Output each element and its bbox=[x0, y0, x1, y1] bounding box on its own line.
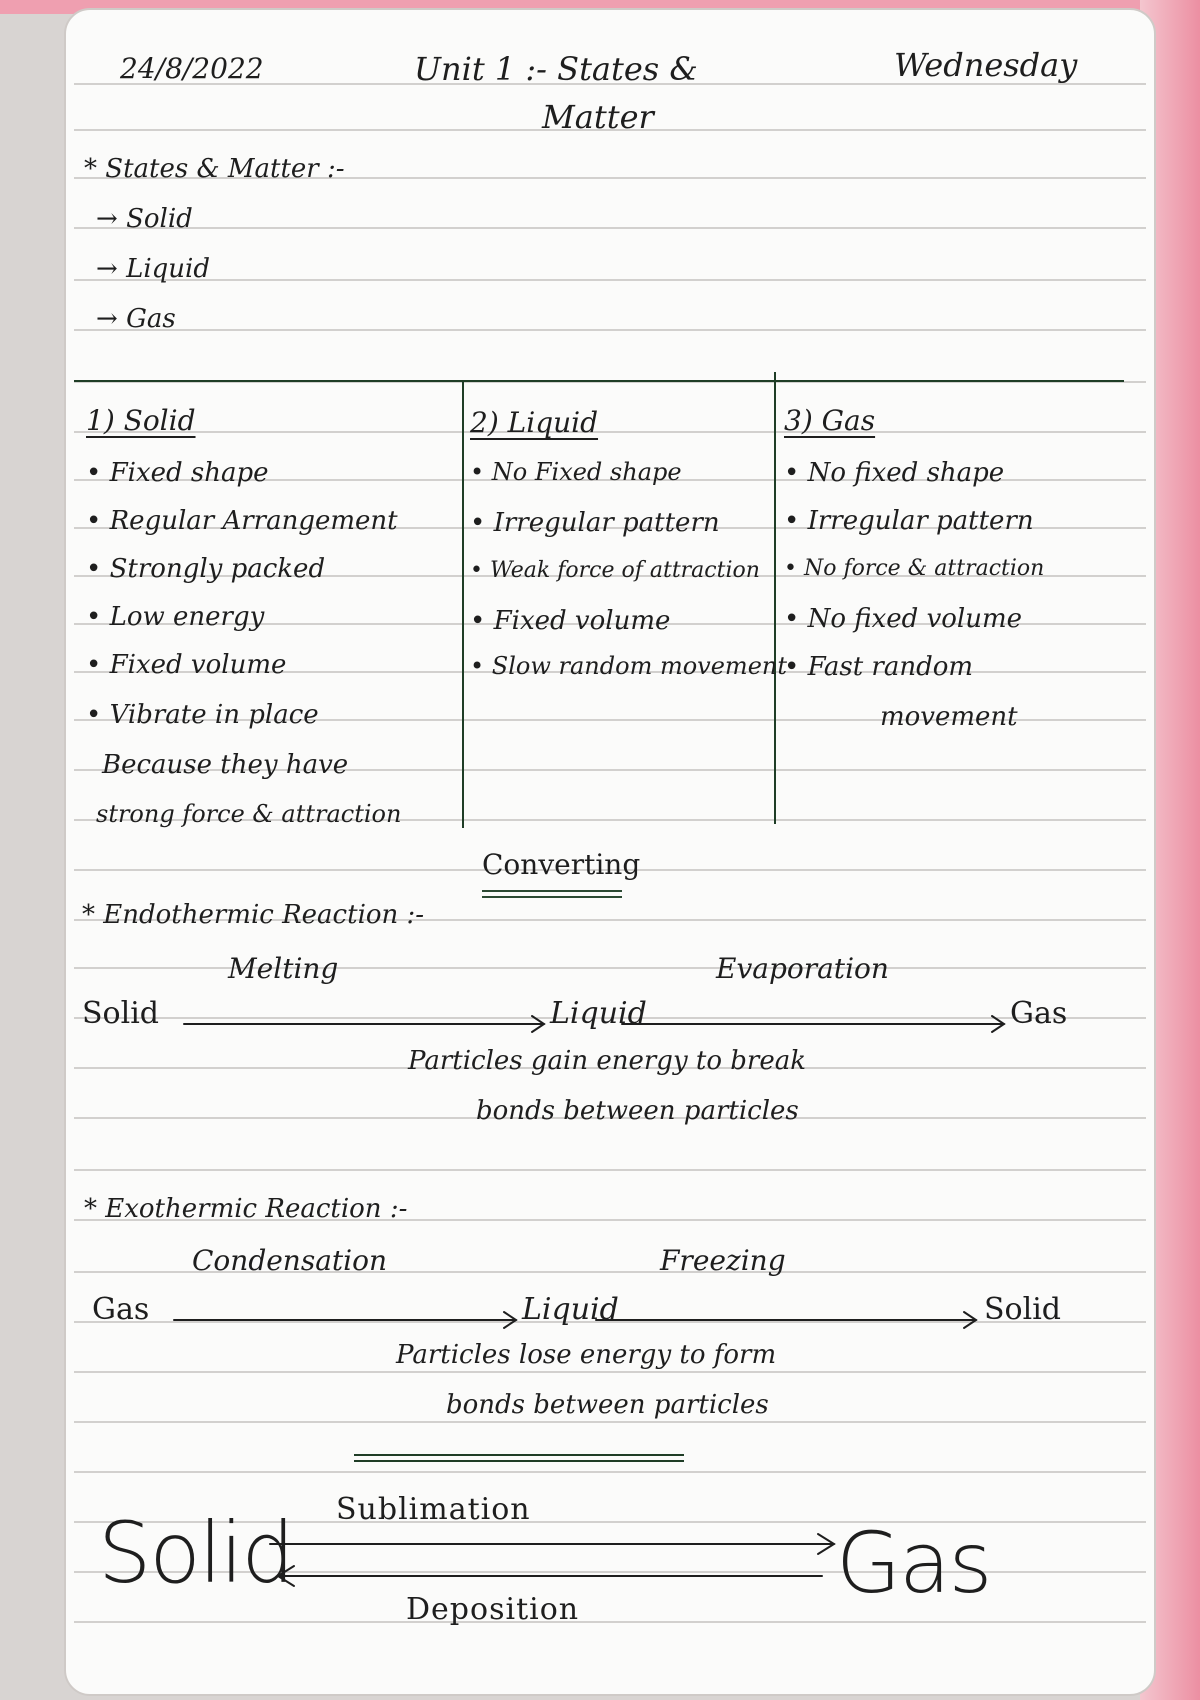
freezing-label: Freezing bbox=[660, 1244, 786, 1277]
solid-point: • Fixed volume bbox=[86, 650, 287, 680]
conversion-arrows bbox=[66, 10, 1154, 1694]
states-list-heading: * States & Matter :- bbox=[84, 154, 345, 184]
solid-point: • Regular Arrangement bbox=[86, 506, 398, 536]
states-list-item-label: Liquid bbox=[126, 254, 210, 284]
notebook-page bbox=[64, 8, 1156, 1696]
evaporation-label: Evaporation bbox=[716, 952, 889, 985]
day: Wednesday bbox=[894, 46, 1078, 84]
states-list-item: → Liquid bbox=[96, 254, 210, 284]
condensation-label: Condensation bbox=[192, 1244, 388, 1277]
liquid-column-heading: 2) Liquid bbox=[470, 406, 599, 439]
page-title-line2: Matter bbox=[542, 98, 654, 136]
liquid-point: • Fixed volume bbox=[470, 606, 671, 636]
page-title-line1: Unit 1 :- States & bbox=[414, 50, 698, 88]
endothermic-note-line2: bonds between particles bbox=[476, 1096, 799, 1126]
endothermic-note-line1: Particles gain energy to break bbox=[408, 1046, 806, 1076]
liquid-point: • Slow random movement bbox=[470, 652, 787, 680]
endothermic-heading: * Endothermic Reaction :- bbox=[82, 900, 425, 930]
exothermic-note-line1: Particles lose energy to form bbox=[396, 1340, 777, 1370]
gas-point: • No force & attraction bbox=[784, 556, 1045, 581]
converting-heading: Converting bbox=[482, 848, 641, 881]
states-list-item-label: Solid bbox=[126, 204, 193, 234]
gas-point-continuation: movement bbox=[880, 702, 1018, 732]
endothermic-to: Gas bbox=[1010, 996, 1068, 1031]
sublimation-solid: Solid bbox=[98, 1504, 293, 1602]
endothermic-from: Solid bbox=[82, 996, 160, 1031]
solid-note-line1: Because they have bbox=[102, 750, 349, 780]
states-list-item: → Solid bbox=[96, 204, 193, 234]
exothermic-middle: Liquid bbox=[522, 1292, 619, 1327]
solid-note-line2: strong force & attraction bbox=[96, 800, 402, 828]
gas-point: • Irregular pattern bbox=[784, 506, 1034, 536]
gas-point: • No fixed shape bbox=[784, 458, 1005, 488]
exothermic-note-line2: bonds between particles bbox=[446, 1390, 769, 1420]
liquid-point: • Weak force of attraction bbox=[470, 558, 760, 583]
states-list-item: → Gas bbox=[96, 304, 176, 334]
sublimation-gas: Gas bbox=[836, 1514, 991, 1612]
gas-column-heading: 3) Gas bbox=[784, 404, 876, 437]
liquid-point: • No Fixed shape bbox=[470, 458, 682, 486]
gas-point: • No fixed volume bbox=[784, 604, 1023, 634]
exothermic-from: Gas bbox=[92, 1292, 150, 1327]
solid-column-heading: 1) Solid bbox=[86, 404, 196, 437]
sublimation-label: Sublimation bbox=[336, 1492, 531, 1527]
states-list-item-label: Gas bbox=[126, 304, 176, 334]
solid-point: • Strongly packed bbox=[86, 554, 326, 584]
deposition-label: Deposition bbox=[406, 1592, 580, 1627]
solid-point: • Low energy bbox=[86, 602, 265, 632]
endothermic-middle: Liquid bbox=[550, 996, 647, 1031]
exothermic-to: Solid bbox=[984, 1292, 1062, 1327]
solid-point: • Vibrate in place bbox=[86, 700, 319, 730]
gas-point: • Fast random bbox=[784, 652, 974, 682]
liquid-point: • Irregular pattern bbox=[470, 508, 720, 538]
solid-point: • Fixed shape bbox=[86, 458, 269, 488]
melting-label: Melting bbox=[228, 952, 339, 985]
exothermic-heading: * Exothermic Reaction :- bbox=[84, 1194, 408, 1224]
date: 24/8/2022 bbox=[120, 52, 264, 85]
